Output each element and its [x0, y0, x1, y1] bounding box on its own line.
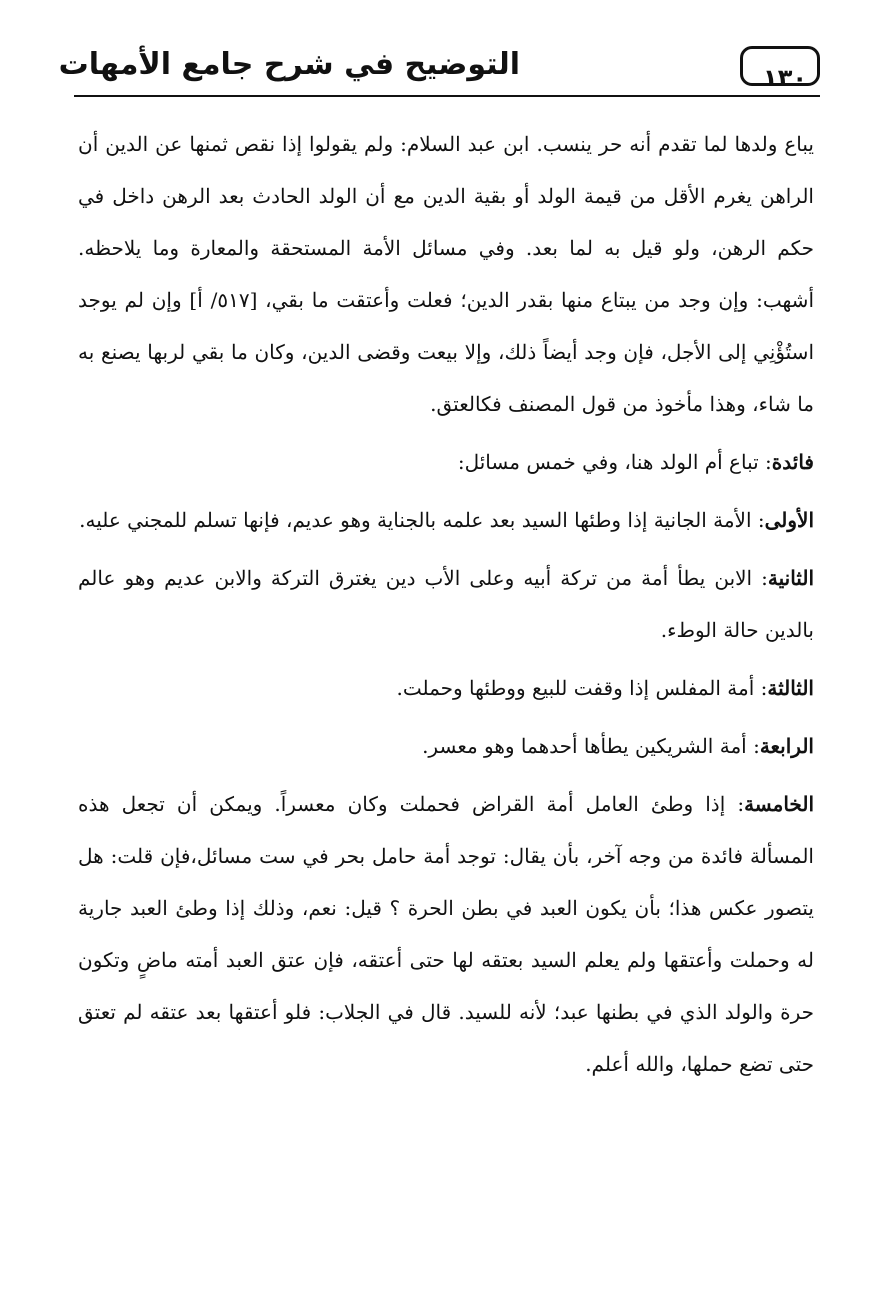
paragraph-item — [78, 662, 814, 714]
paragraph-lead: الخامسة — [744, 792, 814, 816]
paragraph-lead: الأولى — [764, 508, 814, 532]
running-title: التوضيح في شرح جامع الأمهات — [58, 47, 520, 82]
paragraph-text: : إذا وطئ العامل أمة القراض فحملت وكان معسراً. ويمكن أن تجعل هذه المسألة فائدة من وجه آخر، بأن يقال: توجد أمة حامل بحر في ست مسائل،فإن قلت: هل يتصور عكس هذا؛ بأن يكون العبد في بطن الحرة ؟ قيل: نعم، وذلك إذا وطئ العبد جارية له وحملت وأعتقها ولم يعلم السيد بعتقه لها حتى أعتقه، فإن عتق العبد أمته ماضٍ وتكون حرة والولد الذي في بطنها عبد؛ لأنه للسيد. قال في الجلاب: فلو أعتقها بعد عتقه لم تعتق حتى تضع حملها، والله أعلم. — [78, 792, 814, 1076]
paragraph-item — [78, 552, 814, 656]
paragraph-text: : أمة المفلس إذا وقفت للبيع ووطئها وحملت. — [396, 676, 768, 700]
paragraph-lead: الثانية — [767, 566, 814, 590]
page-number: ١٣٠ — [763, 64, 807, 92]
header-divider — [74, 95, 820, 97]
page-number-frame — [740, 46, 820, 92]
paragraph-note — [78, 436, 814, 488]
paragraph-text: يباع ولدها لما تقدم أنه حر ينسب. ابن عبد السلام: ولم يقولوا إذا نقص ثمنها عن الدين أن الراهن يغرم الأقل من قيمة الولد أو بقية الدين مع أن الولد الحادث بعد الرهن داخل في حكم الرهن، ولو قيل به لما بعد. وفي مسائل الأمة المستحقة والمعارة وما يلاحظه. أشهب: وإن وجد من يبتاع منها بقدر الدين؛ فعلت وأعتقت ما بقي، [٥١٧/ أ] وإن لم يوجد استُؤْنِي إلى الأجل، فإن وجد أيضاً ذلك، وإلا بيعت وقضى الدين، وكان ما بقي لربها يصنع به ما شاء، وهذا مأخوذ من قول المصنف فكالعتق. — [78, 132, 815, 416]
paragraph-text: : أمة الشريكين يطأها أحدهما وهو معسر. — [422, 734, 760, 758]
page-header — [58, 40, 820, 100]
paragraph-text: : الابن يطأ أمة من تركة أبيه وعلى الأب دين يغترق التركة والابن عديم وهو عالم بالدين حالة الوطء. — [78, 566, 814, 642]
paragraph-text: : الأمة الجانية إذا وطئها السيد بعد علمه بالجناية وهو عديم، فإنها تسلم للمجني عليه. — [79, 508, 765, 532]
paragraph-lead: الثالثة — [767, 676, 814, 700]
paragraph-lead: الرابعة — [759, 734, 814, 758]
paragraph-item — [78, 778, 814, 1090]
paragraph-item — [78, 494, 814, 546]
paragraph-item — [78, 720, 814, 772]
page-body — [78, 118, 814, 1090]
paragraph — [78, 118, 814, 430]
paragraph-text: : تباع أم الولد هنا، وفي خمس مسائل: — [457, 450, 772, 474]
paragraph-lead: فائدة — [771, 450, 814, 474]
